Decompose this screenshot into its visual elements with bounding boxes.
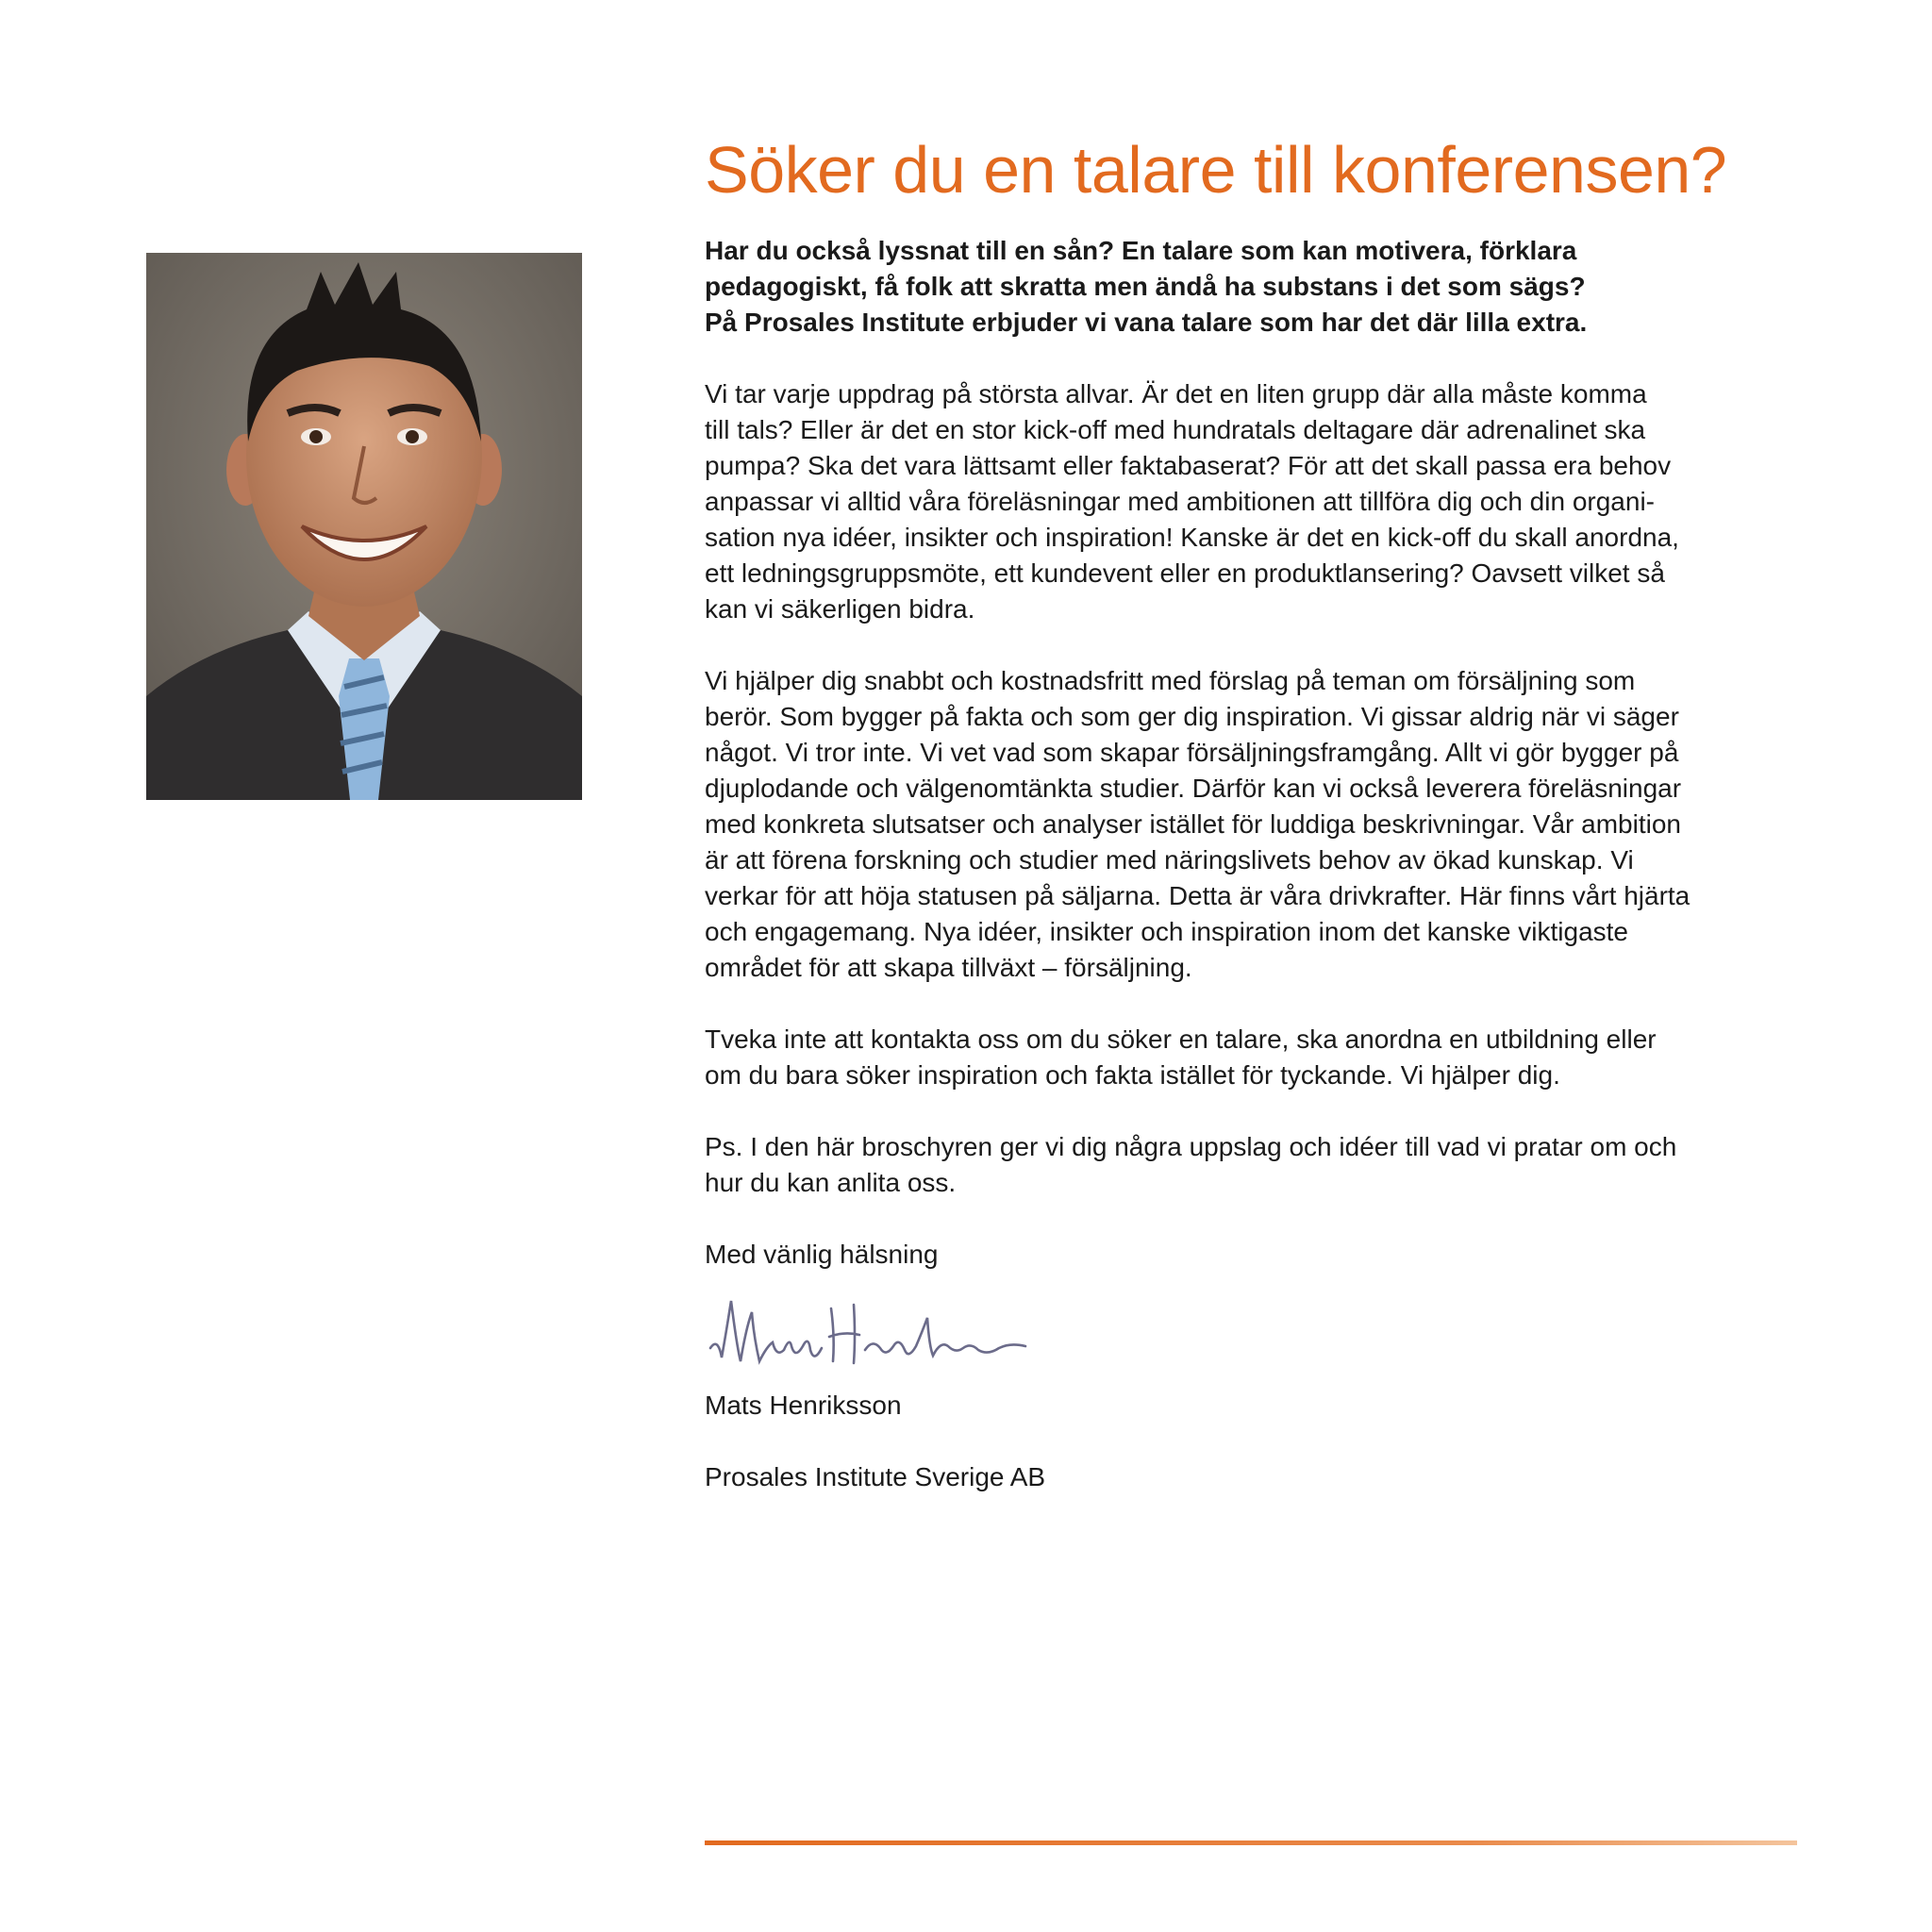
page-title: Söker du en talare till konferensen? [705,133,1727,207]
body-paragraph-2: Vi hjälper dig snabbt och kostnadsfritt med förslag på teman om försäljning som berör. Som bygger på fakta och som ger dig inspiration. Vi gissar aldrig när vi säger något. Vi tror inte. Vi vet vad som skapar försäljningsframgång. Allt vi gör bygger på djuplodande och välgenomtänkta studier. Därför kan vi också leverera föreläsningar med konkreta slutsatser och analyser istället för luddiga beskrivningar. Vår ambition är att förena forskning och studier med näringslivets behov av ökad kunskap. Vi verkar för att höja statusen på säljarna. Detta är våra drivkrafter. Här finns vårt hjärta och engagemang. Nya idéer, insikter och inspiration inom det kanske viktigaste området för att skapa tillväxt – försäljning. [705,665,1690,982]
letter-content [705,132,1808,1495]
lead-paragraph: Har du också lyssnat till en sån? En talare som kan motivera, förklara pedagogiskt, få folk att skratta men ändå ha substans i det som sägs? På Prosales Institute erbjuder vi vana talare som har det där lilla extra. [705,235,1588,337]
handwritten-signature [705,1280,1044,1382]
body-paragraph-4: Ps. I den här broschyren ger vi dig några uppslag och idéer till vad vi pratar om och hur du kan anlita oss. [705,1131,1677,1197]
portrait-icon [146,253,582,800]
body-paragraph-1: Vi tar varje uppdrag på största allvar. Är det en liten grupp där alla måste komma till tals? Eller är det en stor kick-off med hundratals deltagare där adrenalinet ska pumpa? Ska det vara lättsamt eller faktabaserat? För att det skall passa era behov anpassar vi alltid våra föreläsningar med ambitionen att tillföra dig och din organi- sation nya idéer, insikter och inspiration! Kanske är det en kick-off du skall anordna, ett ledningsgruppsmöte, ett kundevent eller en produktlansering? Oavsett vilket så kan vi säkerligen bidra. [705,378,1679,624]
body-paragraph-3: Tveka inte att kontakta oss om du söker en talare, ska anordna en utbildning eller om du bara söker inspiration och fakta istället för tyckande. Vi hjälper dig. [705,1024,1657,1090]
portrait-photo [146,253,582,800]
closing-greeting: Med vänlig hälsning [705,1239,939,1269]
signature-icon [705,1280,1044,1382]
footer-divider [705,1840,1797,1845]
company-name: Prosales Institute Sverige AB [705,1461,1046,1491]
signer-name: Mats Henriksson [705,1390,902,1420]
